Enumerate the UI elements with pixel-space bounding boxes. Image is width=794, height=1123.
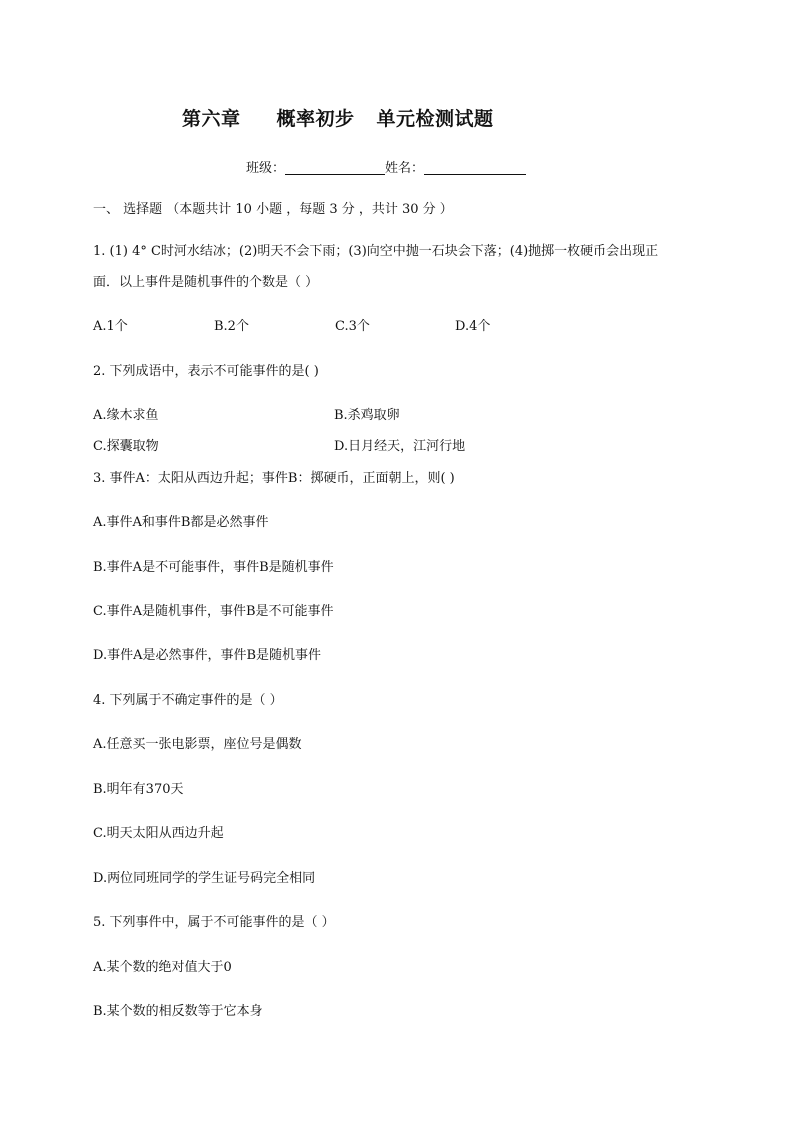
question-2-option-a: A.缘木求鱼 xyxy=(93,408,159,423)
question-1-stem-line1: 1. (1) 4° C时河水结冰；(2)明天不会下雨；(3)向空中抛一石块会下落；(4)抛掷一枚硬币会出现正 xyxy=(93,244,659,259)
question-4-option-c: C.明天太阳从西边升起 xyxy=(93,826,224,841)
topic-label: 概率初步 xyxy=(276,108,355,130)
question-1-option-a: A.1个 xyxy=(93,319,128,334)
question-4-stem: 4. 下列属于不确定事件的是（ ） xyxy=(93,693,283,708)
question-3-option-c: C.事件A是随机事件，事件B是不可能事件 xyxy=(93,604,334,619)
document-title xyxy=(182,104,494,131)
question-2-option-d: D.日月经天，江河行地 xyxy=(334,439,466,454)
class-label: 班级： xyxy=(246,161,286,176)
question-3-option-b: B.事件A是不可能事件，事件B是随机事件 xyxy=(93,560,334,575)
question-5-stem: 5. 下列事件中，属于不可能事件的是（ ） xyxy=(93,915,335,930)
name-blank[interactable] xyxy=(424,160,526,175)
question-5-option-b: B.某个数的相反数等于它本身 xyxy=(93,1004,263,1019)
question-1-option-b: B.2个 xyxy=(214,319,249,334)
question-3-option-d: D.事件A是必然事件，事件B是随机事件 xyxy=(93,648,322,663)
question-2-option-b: B.杀鸡取卵 xyxy=(334,408,400,423)
question-1-option-d: D.4个 xyxy=(455,319,491,334)
question-2-stem: 2. 下列成语中，表示不可能事件的是( ) xyxy=(93,364,319,379)
student-info-line xyxy=(246,157,526,176)
question-1-stem-line2: 面．以上事件是随机事件的个数是（ ） xyxy=(93,275,319,290)
subtitle-label: 单元检测试题 xyxy=(376,108,494,130)
class-blank[interactable] xyxy=(285,160,385,175)
name-label: 姓名： xyxy=(385,161,425,176)
question-4-option-b: B.明年有370天 xyxy=(93,782,184,797)
question-2-option-c: C.探囊取物 xyxy=(93,439,159,454)
question-1-option-c: C.3个 xyxy=(335,319,370,334)
question-3-stem: 3. 事件A：太阳从西边升起；事件B：掷硬币，正面朝上，则( ) xyxy=(93,471,455,486)
chapter-label: 第六章 xyxy=(182,108,241,130)
question-5-option-a: A.某个数的绝对值大于0 xyxy=(93,960,232,975)
question-3-option-a: A.事件A和事件B都是必然事件 xyxy=(93,515,269,530)
section-title: 一、 选择题 （本题共计 10 小题 ，每题 3 分 ，共计 30 分 ） xyxy=(93,202,453,217)
question-4-option-a: A.任意买一张电影票，座位号是偶数 xyxy=(93,737,302,752)
question-4-option-d: D.两位同班同学的学生证号码完全相同 xyxy=(93,871,316,886)
